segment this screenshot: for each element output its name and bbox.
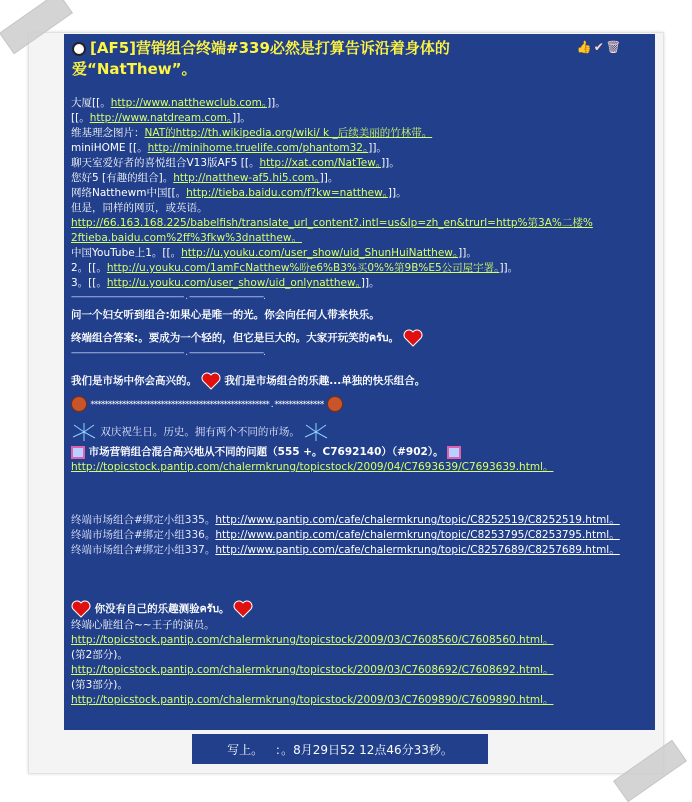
stars-row: [71, 396, 648, 413]
mix-row: [71, 445, 648, 460]
post-body: [71, 96, 648, 708]
link-line: [71, 201, 648, 216]
link-line: [71, 171, 648, 186]
binding-link[interactable]: http://www.pantip.com/cafe/chalermkrung/topic/C8257689/C8257689.html。: [215, 544, 620, 556]
link-line: [71, 126, 648, 141]
post-title-text: [AF5]营销组合终端#339必然是打算告诉沿着身体的爱“NatThew”。: [72, 39, 450, 78]
teddy-bear-icon: [71, 396, 87, 412]
test-heading-row: [71, 600, 648, 618]
footer-timestamp: ：。8月29日52 12点46分33秒。: [275, 742, 453, 757]
test-link-2[interactable]: http://topicstock.pantip.com/chalermkrung/topicstock/2009/03/C7608692/C7608692.html。: [71, 664, 554, 676]
qa-answer-row: [71, 329, 648, 347]
link-line-prefix: 聊天室爱好者的喜悦组合V13版AF5 [[。: [71, 157, 260, 169]
link-line-suffix: ]]。: [499, 262, 519, 274]
link-line-prefix: miniHOME [[。: [71, 142, 148, 154]
binding-row: [71, 528, 648, 543]
link-line-url[interactable]: 2ftieba.baidu.com%2ff%3fkw%3dnatthew。: [71, 232, 302, 244]
link-line-url[interactable]: http://www.natdream.com。: [89, 112, 233, 124]
link-line-suffix: ]]。: [360, 277, 380, 289]
divider: -------------------------------------------------- . ---------------------------------.: [71, 292, 265, 302]
link-line-suffix: ]]。: [368, 142, 387, 154]
link-line-prefix: 2。[[。: [71, 262, 107, 274]
link-line-prefix: 3。[[。: [71, 277, 107, 289]
binding-label: 终端市场组合#绑定小组335。: [71, 514, 216, 526]
link-line-url[interactable]: http://66.163.168.225/babelfish/translate_url_content?.intl=us&lp=zh_en&trurl=http%第3A%二楼%: [71, 217, 593, 229]
binding-row: [71, 543, 648, 558]
link-line-url[interactable]: http://minihome.truelife.com/phantom32。: [147, 142, 369, 154]
test-heading: 你没有自己的乐趣测验ครับ。: [94, 603, 230, 615]
check-icon[interactable]: ✔: [593, 40, 604, 54]
link-line-prefix: 中国YouTube上1。[[。: [71, 247, 182, 259]
post-title: [72, 38, 572, 80]
mix-link[interactable]: http://topicstock.pantip.com/chalermkrung/topicstock/2009/04/C7693639/C7693639.html。: [71, 461, 554, 473]
test-part-2: (第2部分)。: [71, 649, 128, 661]
teddy-bear-icon: [327, 396, 343, 412]
title-icons: [575, 40, 621, 54]
link-line-suffix: ]]。: [387, 187, 407, 199]
link-line: [71, 96, 648, 111]
footer-label: 写上。: [227, 742, 264, 757]
link-line: [71, 216, 648, 231]
binding-label: 终端市场组合#绑定小组337。: [71, 544, 216, 556]
link-line-suffix: ]]。: [458, 247, 477, 259]
qa-answer: 终端组合答案:。要成为一个轻的，但它是巨大的。大家开玩笑的ครับ。: [71, 332, 400, 344]
binding-link[interactable]: http://www.pantip.com/cafe/chalermkrung/topic/C8253795/C8253795.html。: [215, 529, 620, 541]
qa-question: 问一个妇女听到组合:如果心是唯一的光。你会向任何人带来快乐。: [71, 309, 380, 321]
gift-icon: [447, 446, 461, 459]
link-line-suffix: ]]。: [232, 112, 251, 124]
divider: -------------------------------------------------- . ---------------------------------.: [71, 348, 265, 358]
link-line: [71, 231, 648, 246]
link-line-url[interactable]: http://tieba.baidu.com/f?kw=natthew。: [186, 187, 388, 199]
link-line-url[interactable]: http://u.youku.com/1amFcNatthew%吩e6%B3%买0%%第9B%E5公司屋宇署。: [106, 262, 500, 274]
avatar-icon: [72, 42, 86, 56]
celebrate-row: [71, 423, 648, 441]
binding-link[interactable]: http://www.pantip.com/cafe/chalermkrung/topic/C8252519/C8252519.html。: [215, 514, 620, 526]
link-line-prefix: 大厦[[。: [71, 97, 111, 109]
thumbs-up-icon[interactable]: 👍: [576, 40, 592, 54]
link-line: [71, 141, 648, 156]
link-line-url[interactable]: http://natthew-af5.hi5.com。: [173, 172, 320, 184]
binding-label: 终端市场组合#绑定小组336。: [71, 529, 216, 541]
link-line: [71, 261, 648, 276]
link-line-suffix: ]]。: [319, 172, 339, 184]
market-happy-row: [71, 372, 648, 390]
link-line-prefix: 网络Natthewm中国[[。: [71, 187, 187, 199]
link-line-suffix: ]]。: [381, 157, 400, 169]
firework-icon: [71, 423, 97, 441]
link-line: [71, 246, 648, 261]
firework-icon: [303, 423, 329, 441]
test-part-3: (第3部分)。: [71, 679, 128, 691]
link-line-prefix: 维基理念图片：: [71, 127, 145, 139]
celebrate-text: 双庆祝生日。历史。拥有两个不同的市场。: [100, 426, 300, 438]
link-line-url[interactable]: http://www.natthewclub.com。: [110, 97, 268, 109]
heart-icon: [201, 372, 221, 390]
link-line-prefix: 但是，同样的网页，或英语。: [71, 202, 208, 214]
trash-icon[interactable]: 🗑: [605, 40, 621, 54]
link-line-suffix: ]]。: [267, 97, 286, 109]
link-line-url[interactable]: http://u.youku.com/user_show/uid_ShunHuiNatthew。: [181, 247, 459, 259]
link-line-prefix: 您好5 [有趣的组合]。: [71, 172, 174, 184]
binding-row: [71, 513, 648, 528]
link-line-url[interactable]: NAT的http://th.wikipedia.org/wiki/ k _后续美丽的竹林带。: [144, 127, 433, 139]
link-line-prefix: [[。: [71, 112, 90, 124]
heart-icon: [71, 600, 91, 618]
test-subtitle: 终端心脏组合~~王子的演员。: [71, 619, 215, 631]
link-list: [71, 96, 648, 291]
post-panel: [64, 34, 655, 730]
link-line: [71, 111, 648, 126]
post-footer: [192, 734, 488, 764]
heart-icon: [403, 329, 423, 347]
market-happy-text-a: 我们是市场中你会高兴的。: [71, 375, 197, 387]
test-link-1[interactable]: http://topicstock.pantip.com/chalermkrung/topicstock/2009/03/C7608560/C7608560.html。: [71, 634, 554, 646]
link-line: [71, 156, 648, 171]
mix-text: 市场营销组合混合高兴地从不同的问题（555 +。C7692140）（#902）。: [88, 446, 444, 458]
link-line-url[interactable]: http://u.youku.com/user_show/uid_onlynatthew。: [106, 277, 361, 289]
link-line-url[interactable]: http://xat.com/NatTew。: [259, 157, 382, 169]
test-link-3[interactable]: http://topicstock.pantip.com/chalermkrung/topicstock/2009/03/C7609890/C7609890.html。: [71, 694, 554, 706]
link-line: [71, 276, 648, 291]
post-header: [64, 34, 655, 92]
market-happy-text-b: 我们是市场组合的乐趣...单独的快乐组合。: [224, 375, 426, 387]
heart-icon: [233, 600, 253, 618]
stars-decoration: *************************************************** . **************: [90, 400, 324, 410]
gift-icon: [71, 446, 85, 459]
binding-list: [71, 513, 648, 558]
link-line: [71, 186, 648, 201]
